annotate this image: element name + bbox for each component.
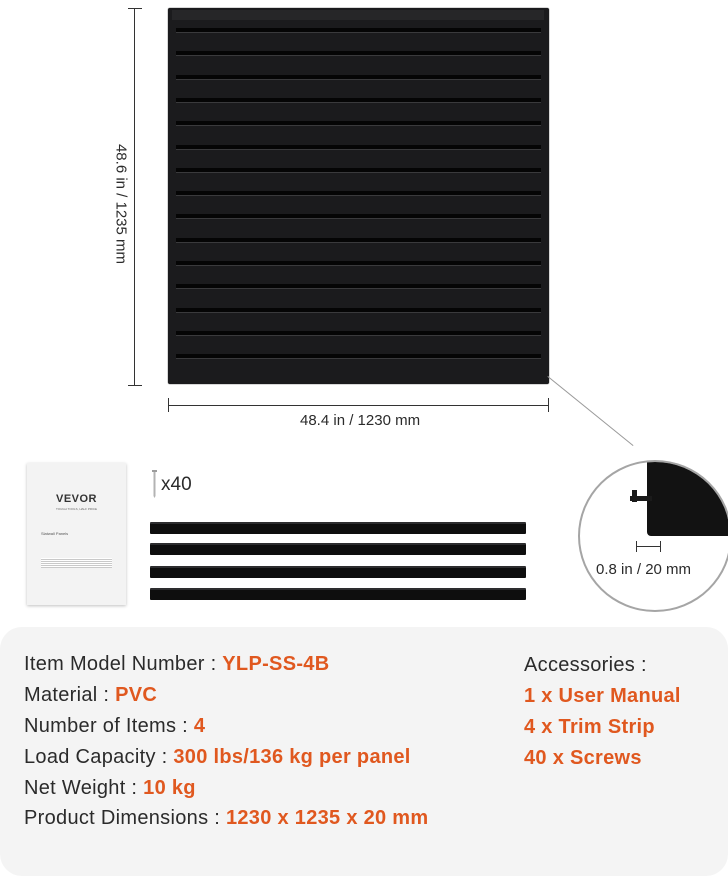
spec-number-of-items	[24, 716, 205, 736]
height-dimension-line	[134, 8, 135, 386]
spec-product-dimensions	[24, 808, 428, 828]
accessory-item: 4 x Trim Strip	[524, 716, 655, 738]
panel-slat-groove	[176, 145, 541, 150]
spec-value: 1230 x 1235 x 20 mm	[225, 807, 429, 829]
panel-slat-groove	[176, 214, 541, 219]
spec-value: 4	[193, 715, 206, 737]
spec-label: Number of Items :	[24, 715, 194, 737]
trim-strip	[150, 588, 526, 600]
width-dimension-cap-right	[548, 398, 549, 412]
panel-slat-groove	[176, 168, 541, 173]
accessory-item: 1 x User Manual	[524, 685, 681, 707]
screw-icon	[152, 470, 157, 498]
spec-load-capacity	[24, 747, 411, 767]
edge-detail-block	[647, 460, 728, 536]
width-dimension-line	[168, 405, 549, 406]
panel-slat-groove	[176, 238, 541, 243]
panel-slat-groove	[176, 284, 541, 289]
depth-dimension-line	[636, 546, 660, 547]
panel-slat-groove	[176, 191, 541, 196]
width-dimension-cap-left	[168, 398, 169, 412]
panel-top-lip	[172, 10, 544, 20]
manual-brand: VEVOR	[55, 493, 97, 505]
manual-tagline: TOUGH TOOLS, HALF PRICE	[55, 507, 97, 511]
panel-slat-groove	[176, 331, 541, 336]
trim-strip	[150, 566, 526, 578]
panel-slat-groove	[176, 98, 541, 103]
spec-value: YLP-SS-4B	[222, 653, 330, 675]
panel-slat-groove	[176, 308, 541, 313]
panel-slat-groove	[176, 75, 541, 80]
spec-value: 10 kg	[143, 777, 196, 799]
height-dimension-cap-top	[128, 8, 142, 9]
panel-slat-groove	[176, 121, 541, 126]
spec-value: 300 lbs/136 kg per panel	[173, 746, 411, 768]
height-dimension-cap-bottom	[128, 385, 142, 386]
spec-label: Net Weight :	[24, 777, 144, 799]
edge-detail-zoom	[578, 460, 728, 612]
user-manual-image	[27, 463, 126, 605]
panel-slat-groove	[176, 354, 541, 359]
accessory-item: 40 x Screws	[524, 747, 642, 769]
width-dimension-label: 48.4 in / 1230 mm	[300, 412, 421, 429]
spec-label: Load Capacity :	[24, 746, 174, 768]
spec-label: Material :	[24, 684, 116, 706]
zoom-pointer-line	[547, 376, 633, 446]
spec-model	[24, 654, 329, 674]
panel-slat-groove	[176, 28, 541, 33]
spec-label: Item Model Number :	[24, 653, 223, 675]
slatwall-panel-image	[168, 8, 549, 384]
spec-material	[24, 685, 157, 705]
depth-dimension-cap-right	[660, 541, 661, 552]
spec-net-weight	[24, 778, 196, 798]
spec-label: Product Dimensions :	[24, 807, 226, 829]
spec-value: PVC	[115, 684, 158, 706]
screw-count-label: x40	[161, 474, 192, 495]
manual-title: Slatwall Panels	[41, 531, 69, 536]
accessories-title: Accessories :	[524, 654, 647, 676]
height-dimension-label: 48.6 in / 1235 mm	[112, 143, 130, 265]
trim-strip	[150, 522, 526, 534]
panel-slat-groove	[176, 51, 541, 56]
panel-slat-groove	[176, 261, 541, 266]
manual-text-lines	[41, 558, 112, 568]
edge-detail-notch	[630, 496, 652, 501]
depth-dimension-label: 0.8 in / 20 mm	[596, 561, 692, 578]
trim-strip	[150, 543, 526, 555]
